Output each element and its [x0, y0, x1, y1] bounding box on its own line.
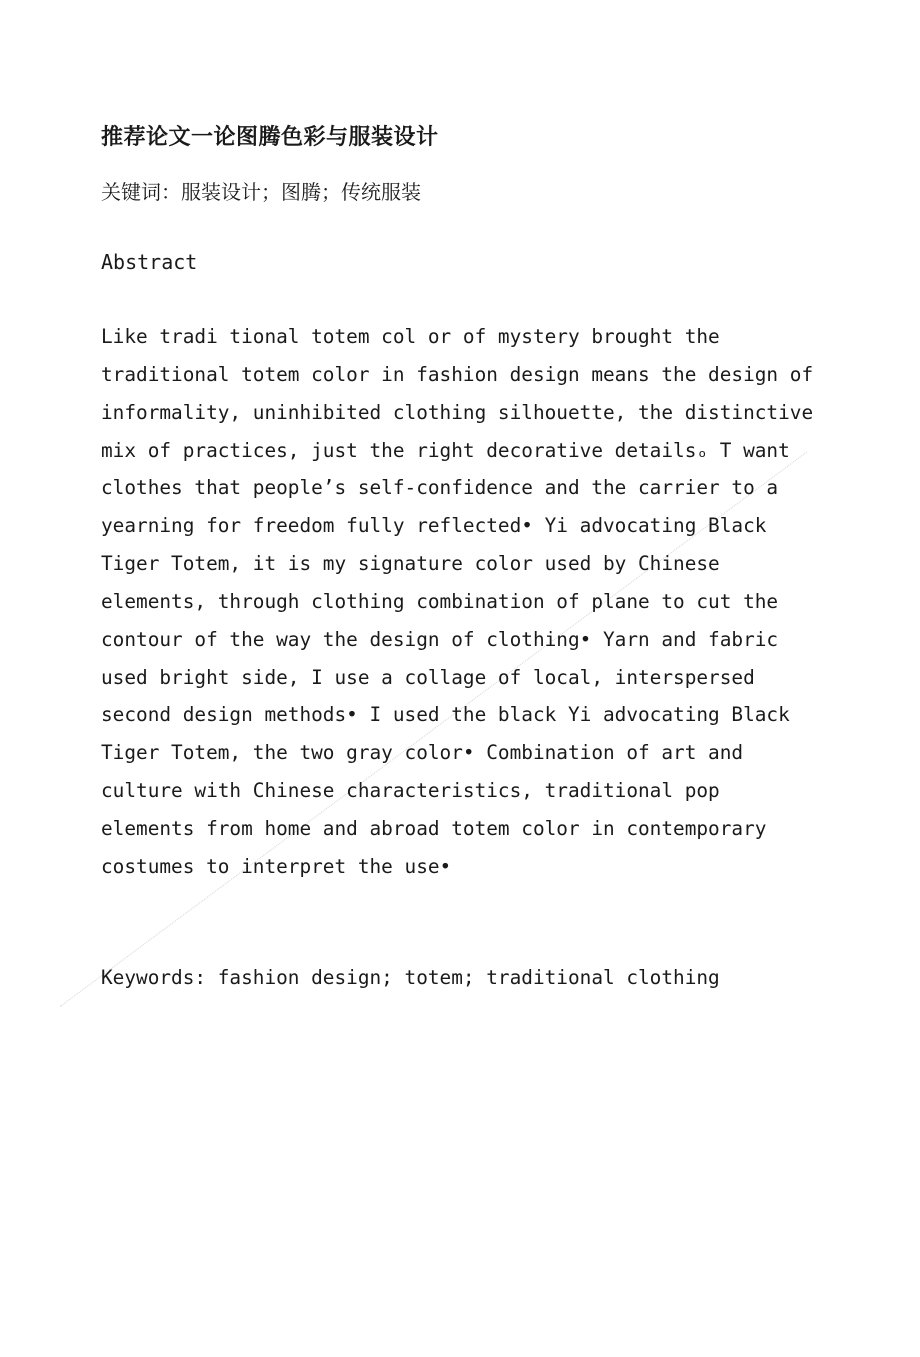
- abstract-line: costumes to interpret the use•: [101, 854, 452, 878]
- abstract-line: elements, through clothing combination of plane to cut the: [101, 589, 779, 613]
- chinese-keywords: 关键词：服装设计；图腾；传统服装: [101, 180, 421, 204]
- abstract-body: [101, 318, 821, 886]
- abstract-line: contour of the way the design of clothing• Yarn and fabric: [101, 627, 779, 651]
- abstract-line: used bright side, I use a collage of local, interspersed: [101, 665, 755, 689]
- paper-title: 推荐论文一论图腾色彩与服装设计: [101, 125, 439, 150]
- abstract-line: mix of practices, just the right decorative detailsₒ T want: [101, 438, 790, 462]
- abstract-line: second design methods• I used the black Yi advocating Black: [101, 703, 790, 727]
- abstract-line: Like tradi tional totem col or of mystery brought the: [101, 325, 720, 348]
- abstract-line: yearning for freedom fully reflected• Yi advocating Black: [101, 514, 767, 538]
- abstract-line: traditional totem color in fashion design means the design of: [101, 362, 814, 386]
- english-keywords: Keywords: fashion design; totem; traditional clothing: [101, 966, 720, 989]
- abstract-line: clothes that people’s self-confidence and the carrier to a: [101, 476, 779, 500]
- abstract-line: Tiger Totem, the two gray color• Combination of art and: [101, 741, 744, 765]
- abstract-line: elements from home and abroad totem color in contemporary: [101, 816, 767, 840]
- abstract-line: Tiger Totem, it is my signature color used by Chinese: [101, 552, 720, 576]
- abstract-heading: Abstract: [101, 250, 198, 274]
- abstract-line: culture with Chinese characteristics, traditional pop: [101, 779, 720, 803]
- abstract-line: informality, uninhibited clothing silhouette, the distinctive: [101, 400, 814, 424]
